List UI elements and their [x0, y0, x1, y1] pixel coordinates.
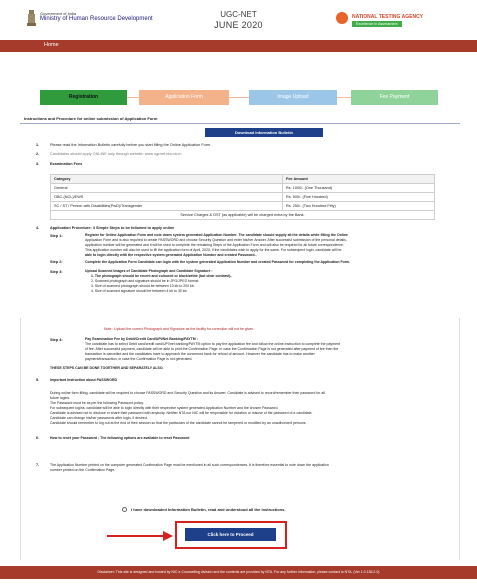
fees-heading: Examination Fees	[50, 162, 83, 166]
item-number: 2.	[36, 152, 40, 156]
step-1-text	[85, 233, 348, 258]
step-2-label: Step 2:	[50, 260, 63, 264]
text-line: transaction is cancelled and the candidates have to approach the concerned bank for refund of amount. However the candidate has to make another	[85, 352, 315, 356]
text-line: The Password must be as per the following Password policy.	[50, 401, 144, 405]
text-line: Register for Online Application Form and note down system generated Application Number. The candidate should supply all the details while filling the Online	[85, 233, 348, 237]
step-image-upload[interactable]: Image Upload	[249, 90, 337, 105]
nav-home-link[interactable]: Home	[44, 42, 59, 48]
agency-name: NATIONAL TESTING AGENCY	[352, 14, 424, 20]
table-row	[51, 211, 435, 220]
ministry-name: Ministry of Human Resource Development	[40, 16, 153, 22]
text-line: For subsequent logins, candidate will be able to login directly with their respective system generated Application Number and the chosen Password.	[50, 406, 279, 410]
password-heading: Important Instruction about PASSWORD	[50, 378, 118, 382]
table-header: Category	[51, 175, 283, 184]
govt-line: Government of India	[40, 11, 77, 16]
text-line: 4. Size of scanned signature should be between 4 kb to 30 kb.	[91, 289, 188, 293]
text-line: Candidate can change his/her passwords after login, if desired.	[50, 416, 148, 420]
progress-steps	[40, 90, 438, 105]
item-number: 6.	[36, 436, 40, 440]
text-line: The Application Number printed on the computer generated Confirmation Page must be mentioned in all such correspondences. It is therefore essential to note down the application	[50, 463, 329, 467]
step-4-label: Step 4:	[50, 338, 63, 342]
upload-note: Note : Upload the correct Photograph and Signature as the facility for correction will not be given.	[104, 327, 255, 331]
text-line: number printed on the Confirmation Page.	[50, 468, 116, 472]
footer-disclaimer: Disclaimer: This site is designed and hosted by NIC e-Counselling division and the contents are provided by NTA. For any further information, please contact to NTA. (Ver 1.0.136.2.0)	[0, 566, 477, 579]
item-number: 4.	[36, 226, 40, 230]
fee-table	[50, 174, 435, 220]
text-line: Application Form and is also required to create PASSWORD and choose Security Question and enter his/her Answer. After successful submission of the personal details,	[85, 238, 347, 242]
step-connector	[337, 97, 351, 98]
text-line: 3. Size of scanned photograph should be between 10 kb to 200 kb.	[91, 284, 195, 288]
text-line: The candidate has to select Debit card/credit card/UPI/net banking/PAYTM option to pay the application fee and follow the online instruction to complete the payment	[85, 342, 340, 346]
step-3-text	[85, 269, 232, 294]
fee-note: Service Charges & GST (as applicable) will be charged extra by the Bank.	[51, 211, 435, 220]
step-connector	[127, 97, 139, 98]
table-cell: SC / ST / Person with Disabilities(PwD)/Transgender	[51, 202, 283, 211]
instruction-item-2: Candidates should apply ONLINE only through website: www.ugcnet.nta.nic.in	[50, 152, 182, 156]
table-cell: Rs. 500/- (Five Hundred)	[283, 193, 435, 202]
procedure-heading: Application Procedure: 3 Simple Steps to be followed to apply online	[50, 226, 175, 230]
password-instructions	[50, 391, 325, 426]
proceed-button[interactable]: Click here to Proceed	[185, 528, 276, 541]
download-bulletin-button[interactable]: Download Information Bulletin	[205, 128, 323, 137]
nta-emblem-icon	[336, 12, 348, 24]
exam-session: JUNE 2020	[214, 20, 263, 30]
item-number: 5.	[36, 378, 40, 382]
text-line: Upload Scanned Images of Candidate Photograph and Candidate Signature :	[85, 269, 213, 273]
agree-checkbox-label[interactable]: I have downloaded Information Bulletin, read and understood all the instructions.	[131, 507, 286, 512]
table-cell: Rs. 1000/- (One Thousand)	[283, 184, 435, 193]
text-line: Candidate is advised not to disclose or share their password with anybody. Neither NTA nor NIC will be responsible for violation or misuse of the password of a candidate.	[50, 411, 313, 415]
table-cell: OBC-(NCL)/EWS	[51, 193, 283, 202]
nav-bar	[0, 40, 477, 52]
step-1-label: Step 1:	[50, 234, 63, 238]
item-number: 1.	[36, 143, 40, 147]
step-2-text: Complete the Application Form Candidate can login with the system generated Application Number and created Password for completing the Application Form.	[85, 260, 351, 264]
text-line: of fee. After successful payment, candidate will be able to print the Confirmation Page. In case the Confirmation Page is not generated after payment of fee then the	[85, 347, 339, 351]
agency-tagline: Excellence in Assessment	[352, 21, 402, 27]
agree-checkbox[interactable]	[122, 507, 127, 512]
instructions-title: Instructions and Procedure for online submission of Application Form	[20, 114, 460, 124]
text-line: payment/transaction, in case the Confirmation Page is not generated.	[85, 357, 193, 361]
text-line: During online form filling, candidate will be required to choose PASSWORD and Security Question and its Answer. Candidate is advised to record/remember their password for all	[50, 391, 325, 395]
item-number: 7.	[36, 463, 40, 467]
table-cell: Rs. 250/- (Two Hundred Fifty)	[283, 202, 435, 211]
table-row	[51, 184, 435, 193]
step-connector	[229, 97, 249, 98]
nta-logo	[336, 11, 466, 31]
text-line: application number will be generated and it will be used to complete the remaining Steps of the Application Form and will also be required for all future correspondence.	[85, 243, 344, 247]
table-header: Fee Amount	[283, 175, 435, 184]
text-line: 1. The photograph should be recent and coloured or black/white (but clear contrast)..	[91, 274, 233, 278]
step-4-text	[85, 337, 340, 362]
step-3-label: Step 3:	[50, 270, 63, 274]
text-line: Candidate should remember to log out at the end of their session so that the particulars of the candidate cannot be tampered or modified by an unauthorized persons.	[50, 421, 307, 425]
steps-note: THESE STEPS CAN BE DONE TOGETHER AND SEPARATELY ALSO.	[50, 366, 164, 370]
text-line: able to login directly with the respective system generated Application Number and created Password..	[85, 253, 257, 257]
text-line: Pay Examination Fee by Debit/Credit Card/UPI/Net Banking/PAYTM :	[85, 337, 198, 341]
step-application-form[interactable]: Application Form	[139, 90, 229, 105]
table-header-row	[51, 175, 435, 184]
site-header	[0, 0, 477, 40]
table-row	[51, 193, 435, 202]
step-registration[interactable]: Registration	[40, 90, 127, 105]
confirmation-note	[50, 463, 329, 473]
exam-title: UGC-NET	[220, 10, 257, 19]
arrow-right-icon	[107, 531, 173, 541]
table-cell: General	[51, 184, 283, 193]
table-row	[51, 202, 435, 211]
reset-password-heading: How to reset your Password : The following options are available to reset Password	[50, 436, 190, 440]
item-number: 3.	[36, 162, 40, 166]
text-line: This application number will also be used to fill the application form of April, 2020, if the candidates wish to apply for the same. For subsequent login, candidate will be	[85, 248, 342, 252]
step-fee-payment[interactable]: Fee Payment	[351, 90, 438, 105]
text-line: future logins.	[50, 396, 71, 400]
text-line: 2. Scanned photograph and signature should be in JPG/JPEG format.	[91, 279, 200, 283]
instruction-item-1: Please read the Information Bulletin carefully before you start filling the Online Application Form.	[50, 143, 212, 147]
